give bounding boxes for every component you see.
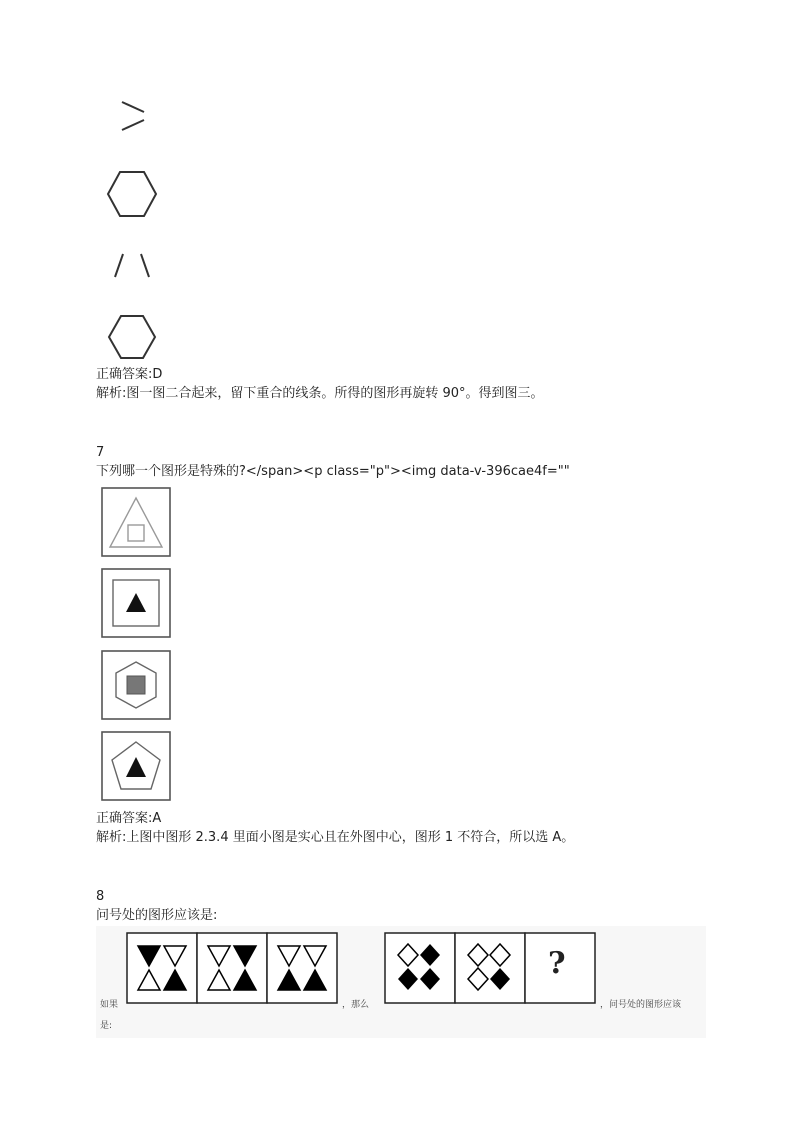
q7-figure-3-hexagon-square (99, 648, 173, 722)
q7-analysis: 解析:上图中图形 2.3.4 里面小图是实心且在外图中心，图形 1 不符合，所以选 A。 (96, 830, 575, 845)
q8-caption-if: 如果 (100, 1000, 119, 1010)
q6-option-figure-1 (100, 92, 160, 152)
q7-figure-1-triangle-square (99, 485, 173, 559)
q6-answer: 正确答案:D (96, 367, 163, 382)
q7-option-figure-1 (99, 485, 173, 559)
q8-caption-then: ，那么 (342, 1000, 370, 1010)
q7-figure-2-square-triangle (99, 566, 173, 640)
q6-figure-2-hexagon (100, 163, 164, 225)
q8-left-panels (126, 932, 338, 1004)
q8-number: 8 (96, 889, 105, 904)
q7-figure-4-pentagon-triangle (99, 729, 173, 803)
q6-option-figure-4 (100, 310, 164, 364)
q7-question: 下列哪一个图形是特殊的?</span><p class="p"><img data-v-396cae4f="" (96, 464, 570, 479)
q7-option-figure-3 (99, 648, 173, 722)
q8-caption-is: 是: (100, 1021, 113, 1031)
q6-analysis: 解析:图一图二合起来，留下重合的线条。所得的图形再旋转 90°。得到图三。 (96, 386, 544, 401)
q7-answer: 正确答案:A (96, 811, 162, 826)
q6-option-figure-3 (100, 244, 164, 290)
q8-puzzle-image (96, 926, 706, 1038)
q8-question: 问号处的图形应该是: (96, 908, 218, 923)
q8-caption-end: ，问号处的图形应该 (600, 1000, 682, 1010)
q8-question-mark: ? (548, 946, 566, 981)
q7-option-figure-2 (99, 566, 173, 640)
q6-figure-4-hexagon (100, 310, 164, 364)
q7-number: 7 (96, 445, 105, 460)
q6-figure-3-lines (100, 244, 164, 290)
q7-option-figure-4 (99, 729, 173, 803)
q6-figure-1-lines (100, 92, 160, 152)
q6-option-figure-2 (100, 163, 164, 225)
